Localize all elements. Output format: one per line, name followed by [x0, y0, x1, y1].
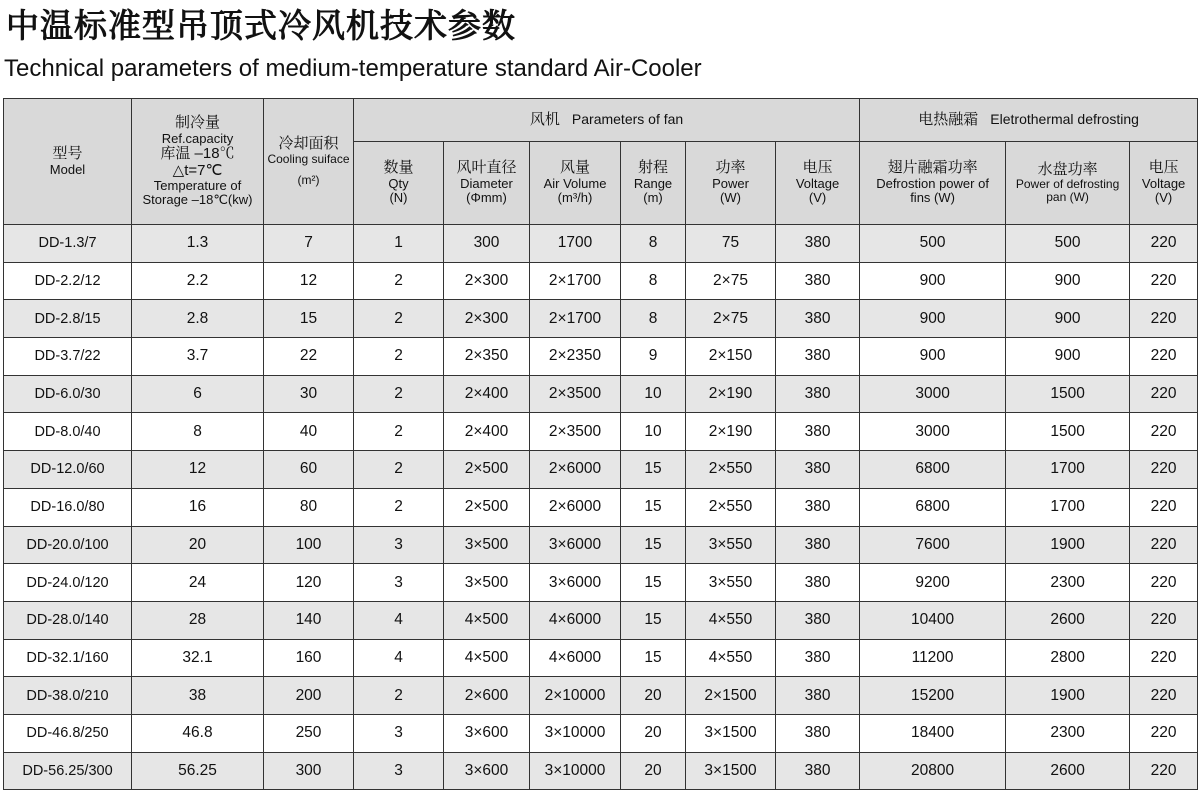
cell-range: 20 — [621, 714, 686, 752]
cell-qty: 2 — [354, 262, 444, 300]
cell-model: DD-1.3/7 — [4, 225, 132, 263]
cell-diameter: 2×300 — [444, 300, 530, 338]
cell-air-volume: 3×10000 — [530, 714, 621, 752]
cell-range: 8 — [621, 262, 686, 300]
cell-defrost-voltage: 220 — [1130, 488, 1198, 526]
table-row — [4, 300, 1198, 338]
cell-capacity: 28 — [132, 601, 264, 639]
header-defrost-voltage: 电压 Voltage (V) — [1130, 142, 1198, 225]
table-row — [4, 714, 1198, 752]
cell-air-volume: 2×1700 — [530, 262, 621, 300]
cell-fins-power: 15200 — [860, 677, 1006, 715]
cell-defrost-voltage: 220 — [1130, 451, 1198, 489]
page-subtitle: Technical parameters of medium-temperature standard Air-Cooler — [4, 55, 702, 82]
cell-fins-power: 9200 — [860, 564, 1006, 602]
cell-pan-power: 500 — [1006, 225, 1130, 263]
cell-defrost-voltage: 220 — [1130, 564, 1198, 602]
cell-capacity: 1.3 — [132, 225, 264, 263]
cell-cooling-area: 250 — [264, 714, 354, 752]
header-fan-group: 风机 Parameters of fan — [354, 99, 860, 142]
cell-diameter: 2×300 — [444, 262, 530, 300]
table-row — [4, 677, 1198, 715]
cell-fins-power: 3000 — [860, 413, 1006, 451]
cell-pan-power: 1500 — [1006, 413, 1130, 451]
cell-cooling-area: 22 — [264, 338, 354, 376]
cell-cooling-area: 160 — [264, 639, 354, 677]
cell-air-volume: 2×10000 — [530, 677, 621, 715]
cell-qty: 1 — [354, 225, 444, 263]
cell-air-volume: 2×2350 — [530, 338, 621, 376]
table-row — [4, 338, 1198, 376]
cell-cooling-area: 7 — [264, 225, 354, 263]
cell-cooling-area: 100 — [264, 526, 354, 564]
cell-cooling-area: 120 — [264, 564, 354, 602]
cell-qty: 2 — [354, 375, 444, 413]
header-range: 射程 Range (m) — [621, 142, 686, 225]
cell-defrost-voltage: 220 — [1130, 300, 1198, 338]
cell-power: 3×1500 — [686, 714, 776, 752]
cell-diameter: 2×400 — [444, 413, 530, 451]
cell-model: DD-3.7/22 — [4, 338, 132, 376]
cell-air-volume: 3×10000 — [530, 752, 621, 790]
header-qty: 数量 Qty (N) — [354, 142, 444, 225]
cell-power: 4×550 — [686, 601, 776, 639]
cell-air-volume: 3×6000 — [530, 564, 621, 602]
cell-diameter: 300 — [444, 225, 530, 263]
cell-defrost-voltage: 220 — [1130, 338, 1198, 376]
cell-air-volume: 2×3500 — [530, 375, 621, 413]
cell-voltage: 380 — [776, 413, 860, 451]
cell-fins-power: 900 — [860, 262, 1006, 300]
cell-power: 2×150 — [686, 338, 776, 376]
cell-pan-power: 900 — [1006, 300, 1130, 338]
cell-pan-power: 2300 — [1006, 714, 1130, 752]
table-row — [4, 375, 1198, 413]
cell-fins-power: 6800 — [860, 488, 1006, 526]
cell-range: 10 — [621, 413, 686, 451]
cell-pan-power: 1700 — [1006, 488, 1130, 526]
cell-cooling-area: 30 — [264, 375, 354, 413]
cell-voltage: 380 — [776, 677, 860, 715]
header-capacity: 制冷量 Ref.capacity 库温 –18℃ △t=7℃ Temperature of Storage –18℃(kw) — [132, 99, 264, 225]
cell-power: 2×75 — [686, 300, 776, 338]
cell-qty: 3 — [354, 526, 444, 564]
header-pan-power: 水盘功率 Power of defrosting pan (W) — [1006, 142, 1130, 225]
cell-model: DD-2.8/15 — [4, 300, 132, 338]
header-power: 功率 Power (W) — [686, 142, 776, 225]
cell-model: DD-46.8/250 — [4, 714, 132, 752]
cell-air-volume: 4×6000 — [530, 639, 621, 677]
cell-model: DD-2.2/12 — [4, 262, 132, 300]
cell-range: 15 — [621, 488, 686, 526]
cell-power: 4×550 — [686, 639, 776, 677]
cell-range: 15 — [621, 639, 686, 677]
cell-voltage: 380 — [776, 300, 860, 338]
cell-power: 2×190 — [686, 375, 776, 413]
table-row — [4, 225, 1198, 263]
cell-qty: 3 — [354, 564, 444, 602]
cell-cooling-area: 15 — [264, 300, 354, 338]
cell-air-volume: 2×3500 — [530, 413, 621, 451]
cell-fins-power: 6800 — [860, 451, 1006, 489]
cell-fins-power: 3000 — [860, 375, 1006, 413]
cell-cooling-area: 80 — [264, 488, 354, 526]
table-header — [4, 99, 1198, 225]
cell-fins-power: 900 — [860, 300, 1006, 338]
table-body — [4, 225, 1198, 790]
cell-voltage: 380 — [776, 375, 860, 413]
table-row — [4, 413, 1198, 451]
cell-pan-power: 2300 — [1006, 564, 1130, 602]
parameters-table — [3, 98, 1198, 790]
cell-air-volume: 3×6000 — [530, 526, 621, 564]
cell-defrost-voltage: 220 — [1130, 714, 1198, 752]
table-row — [4, 526, 1198, 564]
cell-voltage: 380 — [776, 564, 860, 602]
table-row — [4, 639, 1198, 677]
cell-air-volume: 2×1700 — [530, 300, 621, 338]
cell-range: 15 — [621, 526, 686, 564]
cell-power: 3×550 — [686, 564, 776, 602]
cell-voltage: 380 — [776, 262, 860, 300]
cell-range: 10 — [621, 375, 686, 413]
cell-defrost-voltage: 220 — [1130, 601, 1198, 639]
cell-qty: 2 — [354, 488, 444, 526]
cell-model: DD-6.0/30 — [4, 375, 132, 413]
cell-diameter: 3×600 — [444, 752, 530, 790]
header-air-volume: 风量 Air Volume (m³/h) — [530, 142, 621, 225]
cell-diameter: 2×600 — [444, 677, 530, 715]
cell-range: 15 — [621, 451, 686, 489]
cell-cooling-area: 40 — [264, 413, 354, 451]
cell-model: DD-32.1/160 — [4, 639, 132, 677]
cell-voltage: 380 — [776, 225, 860, 263]
cell-defrost-voltage: 220 — [1130, 413, 1198, 451]
cell-air-volume: 1700 — [530, 225, 621, 263]
cell-qty: 2 — [354, 451, 444, 489]
cell-diameter: 4×500 — [444, 601, 530, 639]
cell-cooling-area: 200 — [264, 677, 354, 715]
cell-model: DD-56.25/300 — [4, 752, 132, 790]
cell-qty: 4 — [354, 639, 444, 677]
cell-qty: 2 — [354, 338, 444, 376]
header-diameter: 风叶直径 Diameter (Φmm) — [444, 142, 530, 225]
cell-fins-power: 20800 — [860, 752, 1006, 790]
cell-model: DD-28.0/140 — [4, 601, 132, 639]
cell-power: 3×550 — [686, 526, 776, 564]
cell-power: 3×1500 — [686, 752, 776, 790]
cell-pan-power: 2800 — [1006, 639, 1130, 677]
cell-pan-power: 2600 — [1006, 601, 1130, 639]
page-title: 中温标准型吊顶式冷风机技术参数 — [6, 6, 516, 45]
cell-voltage: 380 — [776, 488, 860, 526]
cell-fins-power: 10400 — [860, 601, 1006, 639]
cell-capacity: 16 — [132, 488, 264, 526]
cell-model: DD-12.0/60 — [4, 451, 132, 489]
table-row — [4, 752, 1198, 790]
cell-voltage: 380 — [776, 601, 860, 639]
cell-qty: 3 — [354, 752, 444, 790]
cell-power: 75 — [686, 225, 776, 263]
cell-pan-power: 2600 — [1006, 752, 1130, 790]
cell-qty: 2 — [354, 413, 444, 451]
cell-capacity: 12 — [132, 451, 264, 489]
header-voltage: 电压 Voltage (V) — [776, 142, 860, 225]
cell-voltage: 380 — [776, 338, 860, 376]
cell-range: 20 — [621, 752, 686, 790]
cell-cooling-area: 140 — [264, 601, 354, 639]
cell-diameter: 4×500 — [444, 639, 530, 677]
table-row — [4, 262, 1198, 300]
cell-model: DD-16.0/80 — [4, 488, 132, 526]
cell-defrost-voltage: 220 — [1130, 262, 1198, 300]
cell-range: 15 — [621, 601, 686, 639]
cell-fins-power: 7600 — [860, 526, 1006, 564]
cell-diameter: 2×400 — [444, 375, 530, 413]
cell-pan-power: 1900 — [1006, 526, 1130, 564]
header-model: 型号 Model — [4, 99, 132, 225]
header-defrost-group: 电热融霜 Eletrothermal defrosting — [860, 99, 1198, 142]
cell-capacity: 2.8 — [132, 300, 264, 338]
header-cooling-area: 冷却面积 Cooling suiface (m²) — [264, 99, 354, 225]
cell-qty: 2 — [354, 300, 444, 338]
cell-model: DD-8.0/40 — [4, 413, 132, 451]
cell-capacity: 38 — [132, 677, 264, 715]
cell-cooling-area: 60 — [264, 451, 354, 489]
cell-fins-power: 18400 — [860, 714, 1006, 752]
header-fins-power: 翅片融霜功率 Defrostion power of fins (W) — [860, 142, 1006, 225]
cell-qty: 4 — [354, 601, 444, 639]
cell-defrost-voltage: 220 — [1130, 752, 1198, 790]
cell-diameter: 3×500 — [444, 564, 530, 602]
cell-capacity: 8 — [132, 413, 264, 451]
table-row — [4, 488, 1198, 526]
cell-range: 8 — [621, 300, 686, 338]
cell-capacity: 20 — [132, 526, 264, 564]
cell-pan-power: 1700 — [1006, 451, 1130, 489]
cell-defrost-voltage: 220 — [1130, 526, 1198, 564]
cell-cooling-area: 300 — [264, 752, 354, 790]
table-row — [4, 451, 1198, 489]
cell-capacity: 2.2 — [132, 262, 264, 300]
cell-defrost-voltage: 220 — [1130, 677, 1198, 715]
cell-pan-power: 1900 — [1006, 677, 1130, 715]
cell-air-volume: 2×6000 — [530, 451, 621, 489]
cell-model: DD-24.0/120 — [4, 564, 132, 602]
cell-range: 9 — [621, 338, 686, 376]
cell-diameter: 2×500 — [444, 451, 530, 489]
cell-diameter: 3×600 — [444, 714, 530, 752]
cell-defrost-voltage: 220 — [1130, 639, 1198, 677]
cell-model: DD-38.0/210 — [4, 677, 132, 715]
cell-capacity: 56.25 — [132, 752, 264, 790]
cell-pan-power: 900 — [1006, 338, 1130, 376]
cell-pan-power: 900 — [1006, 262, 1130, 300]
cell-range: 15 — [621, 564, 686, 602]
cell-voltage: 380 — [776, 714, 860, 752]
cell-qty: 3 — [354, 714, 444, 752]
cell-diameter: 3×500 — [444, 526, 530, 564]
cell-diameter: 2×350 — [444, 338, 530, 376]
cell-capacity: 46.8 — [132, 714, 264, 752]
cell-fins-power: 900 — [860, 338, 1006, 376]
cell-qty: 2 — [354, 677, 444, 715]
cell-power: 2×1500 — [686, 677, 776, 715]
cell-diameter: 2×500 — [444, 488, 530, 526]
cell-air-volume: 4×6000 — [530, 601, 621, 639]
cell-capacity: 32.1 — [132, 639, 264, 677]
cell-voltage: 380 — [776, 526, 860, 564]
cell-capacity: 6 — [132, 375, 264, 413]
cell-voltage: 380 — [776, 451, 860, 489]
cell-power: 2×550 — [686, 451, 776, 489]
cell-fins-power: 11200 — [860, 639, 1006, 677]
cell-air-volume: 2×6000 — [530, 488, 621, 526]
cell-range: 20 — [621, 677, 686, 715]
cell-voltage: 380 — [776, 752, 860, 790]
cell-capacity: 24 — [132, 564, 264, 602]
cell-model: DD-20.0/100 — [4, 526, 132, 564]
cell-pan-power: 1500 — [1006, 375, 1130, 413]
cell-capacity: 3.7 — [132, 338, 264, 376]
cell-voltage: 380 — [776, 639, 860, 677]
table-row — [4, 564, 1198, 602]
cell-cooling-area: 12 — [264, 262, 354, 300]
cell-defrost-voltage: 220 — [1130, 225, 1198, 263]
cell-fins-power: 500 — [860, 225, 1006, 263]
cell-range: 8 — [621, 225, 686, 263]
cell-power: 2×190 — [686, 413, 776, 451]
cell-power: 2×550 — [686, 488, 776, 526]
table-row — [4, 601, 1198, 639]
cell-power: 2×75 — [686, 262, 776, 300]
cell-defrost-voltage: 220 — [1130, 375, 1198, 413]
